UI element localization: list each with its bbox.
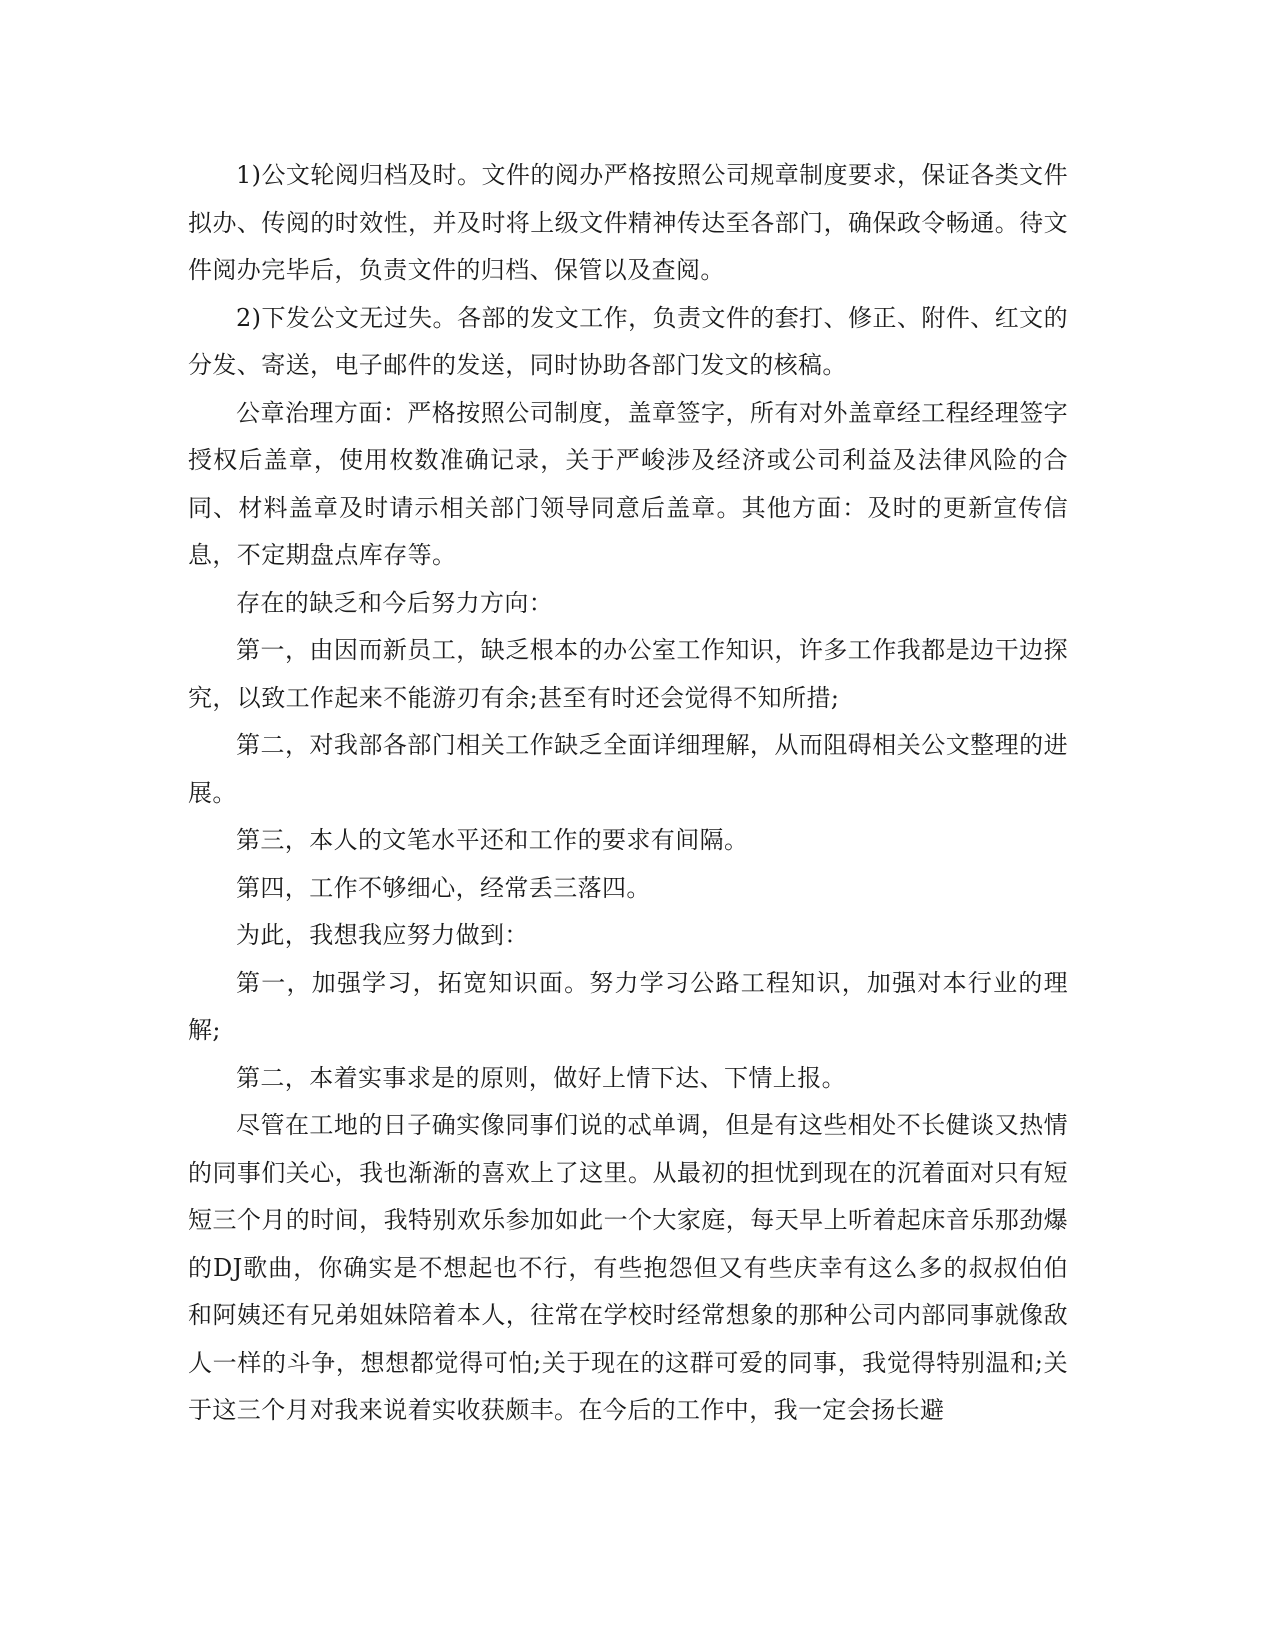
paragraph-shortcomings-heading: 存在的缺乏和今后努力方向：: [236, 588, 554, 617]
paragraph-shortcoming-4: 第四，工作不够细心，经常丢三落四。: [236, 873, 651, 902]
paragraph-document-dispatch: 2)下发公文无过失。各部的发文工作，负责文件的套打、修正、附件、红文的分发、寄送，电子邮件的发送，同时协助各部门发文的核稿。: [188, 303, 1068, 379]
paragraph-document-handling: 1)公文轮阅归档及时。文件的阅办严格按照公司规章制度要求，保证各类文件拟办、传阅的时效性，并及时将上级文件精神传达至各部门，确保政令畅通。待文件阅办完毕后，负责文件的归档、保管以及查阅。: [188, 161, 1068, 284]
paragraph-shortcoming-3: 第三，本人的文笔水平还和工作的要求有间隔。: [236, 826, 749, 854]
paragraph-improvement-2: 第二，本着实事求是的原则，做好上情下达、下情上报。: [236, 1063, 846, 1092]
paragraph-seal-management: 公章治理方面：严格按照公司制度，盖章签字，所有对外盖章经工程经理签字授权后盖章，使用枚数准确记录，关于严峻涉及经济或公司利益及法律风险的合同、材料盖章及时请示相关部门领导同意后盖章。其他方面：及时的更新宣传信息，不定期盘点库存等。: [188, 398, 1068, 569]
paragraph-shortcoming-1: 第一，由因而新员工，缺乏根本的办公室工作知识，许多工作我都是边干边探究，以致工作起来不能游刃有余;甚至有时还会觉得不知所措;: [188, 636, 1068, 712]
paragraph-improvement-heading: 为此，我想我应努力做到：: [236, 921, 529, 949]
document-body: [188, 152, 1068, 1435]
paragraph-reflection: 尽管在工地的日子确实像同事们说的忒单调，但是有这些相处不长健谈又热情的同事们关心，我也渐渐的喜欢上了这里。从最初的担忧到现在的沉着面对只有短短三个月的时间，我特别欢乐参加如此一个大家庭，每天早上听着起床音乐那劲爆的DJ歌曲，你确实是不想起也不行，有些抱怨但又有些庆幸有这么多的叔叔伯伯和阿姨还有兄弟姐妹陪着本人，往常在学校时经常想象的那种公司内部同事就像敌人一样的斗争，想想都觉得可怕;关于现在的这群可爱的同事，我觉得特别温和;关于这三个月对我来说着实收获颇丰。在今后的工作中，我一定会扬长避: [188, 1111, 1068, 1424]
paragraph-improvement-1: 第一，加强学习，拓宽知识面。努力学习公路工程知识，加强对本行业的理解;: [188, 968, 1068, 1044]
paragraph-shortcoming-2: 第二，对我部各部门相关工作缺乏全面详细理解，从而阻碍相关公文整理的进展。: [188, 731, 1068, 807]
